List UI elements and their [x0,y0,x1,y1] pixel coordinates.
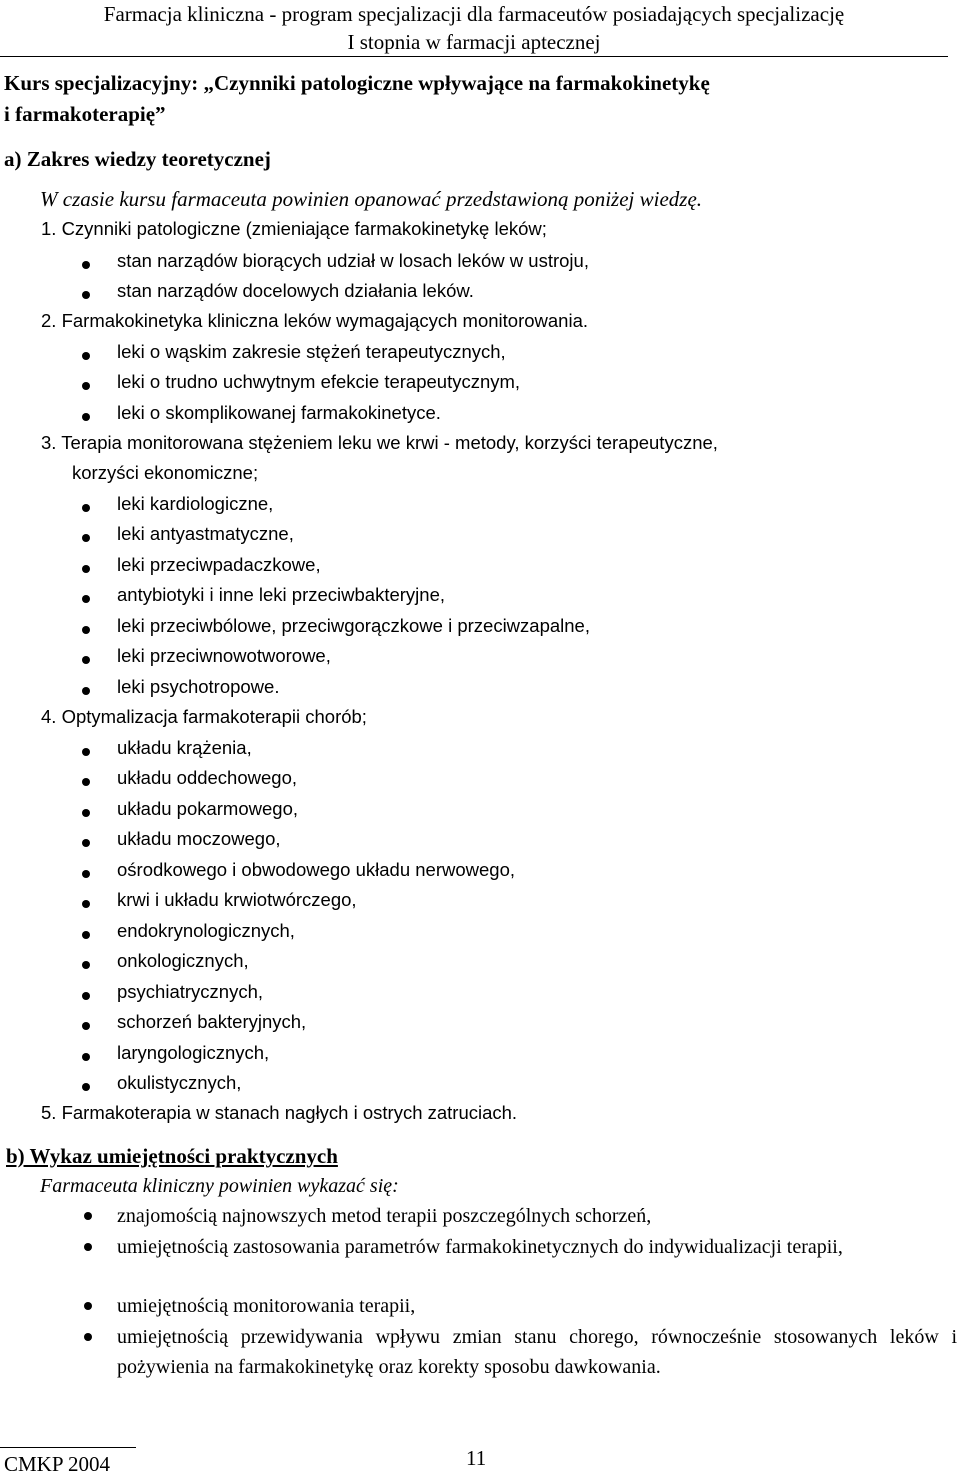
topic-2-title: 2. Farmakokinetyka kliniczna leków wymagających monitorowania. [41,310,589,331]
bullet-icon [82,1083,90,1091]
bullet-icon [82,1053,90,1061]
bullet-icon [82,595,90,603]
bullet-icon [82,931,90,939]
topic-1-item: stan narządów biorących udział w losach leków w ustroju, [117,250,589,271]
topic-4-item: psychiatrycznych, [117,981,263,1002]
course-title-line-2: i farmakoterapię” [4,102,166,126]
skill-item: umiejętnością monitorowania terapii, [117,1295,416,1317]
bullet-icon [82,565,90,573]
bullet-icon [82,870,90,878]
course-title-line-1: Kurs specjalizacyjny: „Czynniki patologiczne wpływające na farmakokinetykę [4,71,710,95]
topic-3-item: leki przeciwbólowe, przeciwgorączkowe i przeciwzapalne, [117,615,590,636]
topic-4-item: układu moczowego, [117,828,281,849]
topic-2-item: leki o skomplikowanej farmakokinetyce. [117,402,441,423]
topic-4-item: endokrynologicznych, [117,920,295,941]
section-b-heading: b) Wykaz umiejętności praktycznych [6,1144,338,1168]
bullet-icon [82,656,90,664]
header-line-1: Farmacja kliniczna - program specjalizacji dla farmaceutów posiadających specjalizację [103,2,845,26]
topic-3-title: 3. Terapia monitorowana stężeniem leku we krwi - metody, korzyści terapeutyczne, [41,432,718,453]
bullet-icon [82,839,90,847]
topic-1-item: stan narządów docelowych działania leków. [117,280,474,301]
topic-4-item: krwi i układu krwiotwórczego, [117,889,357,910]
topic-5-title: 5. Farmakoterapia w stanach nagłych i ostrych zatruciach. [41,1102,518,1123]
bullet-icon [82,900,90,908]
section-a-intro: W czasie kursu farmaceuta powinien opanować przedstawioną poniżej wiedzę. [40,187,703,211]
topic-4-item: laryngologicznych, [117,1042,270,1063]
section-b-intro: Farmaceuta kliniczny powinien wykazać się: [40,1175,399,1197]
topic-4-item: układu krążenia, [117,737,252,758]
topic-3-item: leki przeciwpadaczkowe, [117,554,321,575]
topic-3-item: leki psychotropowe. [117,676,280,697]
topic-3-title-cont: korzyści ekonomiczne; [72,462,259,483]
topic-4-item: schorzeń bakteryjnych, [117,1011,307,1032]
bullet-icon [82,291,90,299]
bullet-icon [82,992,90,1000]
topic-4-item: okulistycznych, [117,1072,242,1093]
skill-item: znajomością najnowszych metod terapii poszczególnych schorzeń, [117,1205,652,1227]
topic-2-item: leki o wąskim zakresie stężeń terapeutycznych, [117,341,506,362]
topic-3-item: leki przeciwnowotworowe, [117,645,331,666]
footer-label: CMKP 2004 [4,1452,110,1476]
page-number: 11 [466,1446,487,1470]
topic-4-item: układu oddechowego, [117,767,298,788]
bullet-icon [82,778,90,786]
footer-divider [0,1447,136,1448]
bullet-icon [84,1302,92,1310]
topic-1-title: 1. Czynniki patologiczne (zmieniające farmakokinetykę leków; [41,218,547,239]
bullet-icon [82,1022,90,1030]
topic-4-item: onkologicznych, [117,950,249,971]
bullet-icon [84,1212,92,1220]
topic-3-item: antybiotyki i inne leki przeciwbakteryjne, [117,584,446,605]
bullet-icon [84,1243,92,1251]
topic-4-item: układu pokarmowego, [117,798,298,819]
page-header [0,0,948,56]
bullet-icon [82,504,90,512]
topic-4-title: 4. Optymalizacja farmakoterapii chorób; [41,706,367,727]
skill-item: umiejętnością zastosowania parametrów farmakokinetycznych do indywidualizacji terapii, [117,1236,843,1258]
course-title [4,68,944,130]
bullet-icon [82,352,90,360]
topic-3-item: leki kardiologiczne, [117,493,274,514]
bullet-icon [82,534,90,542]
bullet-icon [82,961,90,969]
bullet-icon [82,413,90,421]
topic-2-item: leki o trudno uchwytnym efekcie terapeutycznym, [117,371,521,392]
bullet-icon [82,626,90,634]
bullet-icon [82,748,90,756]
bullet-icon [82,687,90,695]
topic-4-item: ośrodkowego i obwodowego układu nerwowego, [117,859,516,880]
bullet-icon [82,382,90,390]
header-divider [0,56,948,57]
topic-3-item: leki antyastmatyczne, [117,523,294,544]
bullet-icon [82,809,90,817]
section-a-heading: a) Zakres wiedzy teoretycznej [4,147,271,171]
header-line-2: I stopnia w farmacji aptecznej [347,30,601,54]
bullet-icon [84,1333,92,1341]
skill-item: umiejętnością przewidywania wpływu zmian stanu chorego, równocześnie stosowanych leków i pożywienia na farmakokinetykę oraz korekty sposobu dawkowania. [117,1326,957,1378]
bullet-icon [82,261,90,269]
